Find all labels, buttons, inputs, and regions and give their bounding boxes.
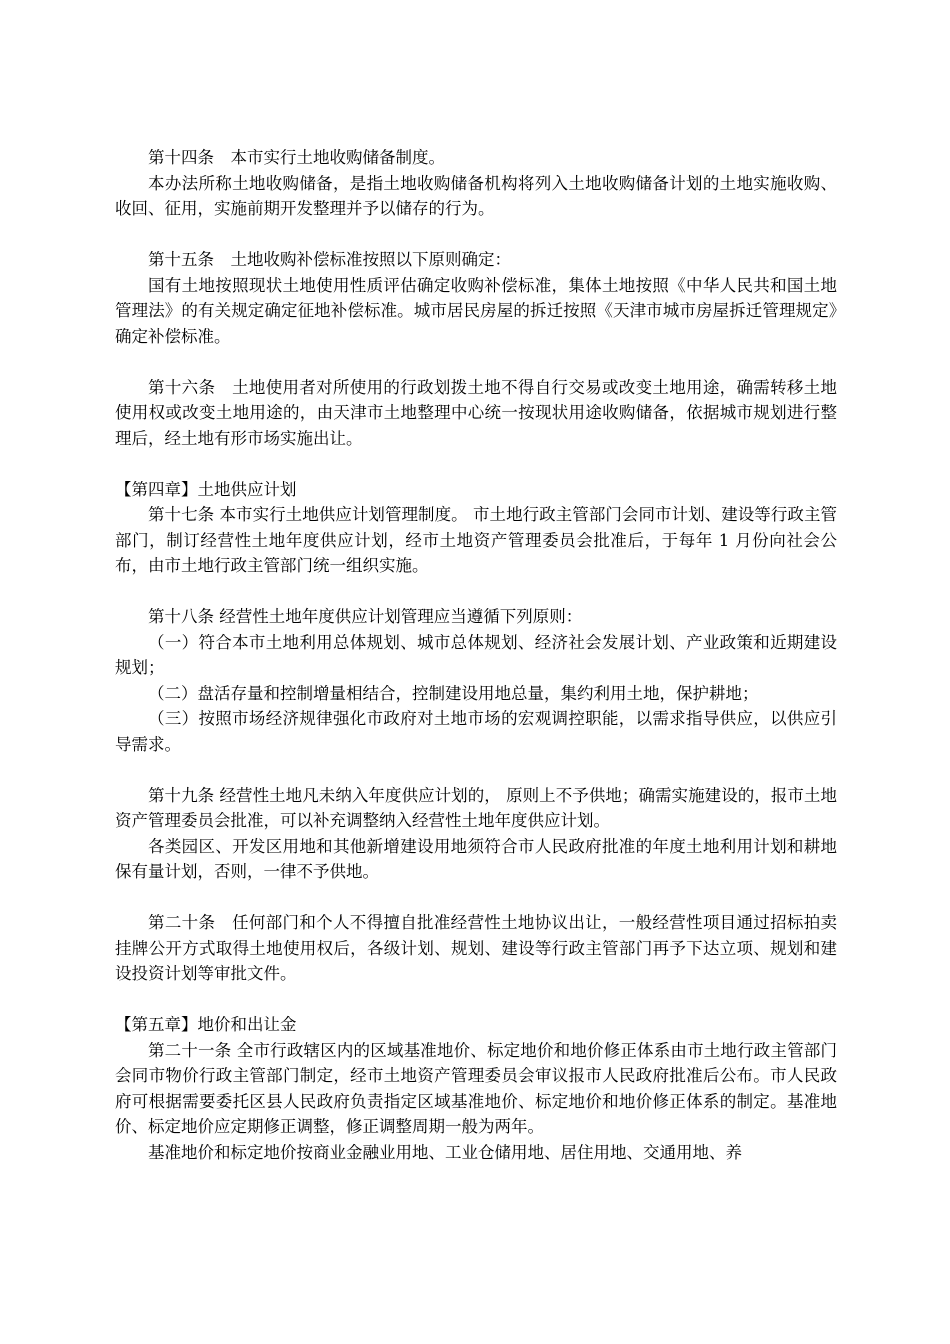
- article-18-item-2: （二）盘活存量和控制增量相结合，控制建设用地总量，集约利用土地，保护耕地；: [148, 683, 759, 703]
- spacer: [115, 579, 837, 605]
- article-15: 第十五条 土地收购补偿标准按照以下原则确定：: [148, 250, 511, 269]
- spacer: [115, 885, 837, 911]
- spacer: [115, 222, 837, 248]
- article-20: 第二十条 任何部门和个人不得擅自批准经营性土地协议出让，一般经营性项目通过招标拍卖挂牌公开方式取得土地使用权后，各级计划、规划、建设等行政主管部门再予下达立项、规划和建设投资计划等审批文件。: [115, 913, 837, 983]
- article-21-land-price-categories: 基准地价和标定地价按商业金融业用地、工业仓储用地、居住用地、交通用地、养: [148, 1142, 742, 1162]
- spacer: [115, 349, 837, 375]
- article-17: 第十七条 本市实行土地供应计划管理制度。 市土地行政主管部门会同市计划、建设等行政主管部门，制订经营性土地年度供应计划，经市土地资产管理委员会批准后，于每年 1 月份向社会公布，由市土地行政主管部门统一组织实施。: [115, 505, 837, 575]
- article-18: 第十八条 经营性土地年度供应计划管理应当遵循下列原则：: [148, 607, 583, 626]
- article-18-item-3: （三）按照市场经济规律强化市政府对土地市场的宏观调控职能，以需求指导供应，以供应引导需求。: [115, 709, 837, 754]
- document-page: [115, 145, 837, 1165]
- article-19: 第十九条 经营性土地凡未纳入年度供应计划的， 原则上不予供地；确需实施建设的，报市土地资产管理委员会批准，可以补充调整纳入经营性土地年度供应计划。: [115, 785, 837, 830]
- article-18-item-1: （一）符合本市土地利用总体规划、城市总体规划、经济社会发展计划、产业政策和近期建设规划；: [115, 632, 837, 677]
- spacer: [115, 987, 837, 1013]
- spacer: [115, 757, 837, 783]
- spacer: [115, 451, 837, 477]
- article-21: 第二十一条 全市行政辖区内的区域基准地价、标定地价和地价修正体系由市土地行政主管部门会同市物价行政主管部门制定，经市土地资产管理委员会审议报市人民政府批准后公布。市人民政府可根据需要委托区县人民政府负责指定区域基准地价、标定地价和地价修正体系的制定。基准地价、标定地价应定期修正调整，修正调整周期一般为两年。: [115, 1040, 837, 1136]
- article-19-parks: 各类园区、开发区用地和其他新增建设用地须符合市人民政府批准的年度土地利用计划和耕地保有量计划，否则，一律不予供地。: [115, 836, 837, 881]
- article-14: 第十四条 本市实行土地收购储备制度。: [148, 148, 445, 167]
- article-16: 第十六条 土地使用者对所使用的行政划拨土地不得自行交易或改变土地用途，确需转移土地使用权或改变土地用途的，由天津市土地整理中心统一按现状用途收购储备，依据城市规划进行整理后，经土地有形市场实施出让。: [115, 377, 837, 448]
- article-14-definition: 本办法所称土地收购储备，是指土地收购储备机构将列入土地收购储备计划的土地实施收购、收回、征用，实施前期开发整理并予以储存的行为。: [115, 173, 837, 218]
- article-15-standards: 国有土地按照现状土地使用性质评估确定收购补偿标准，集体土地按照《中华人民共和国土地管理法》的有关规定确定征地补偿标准。城市居民房屋的拆迁按照《天津市城市房屋拆迁管理规定》确定补偿标准。: [115, 275, 837, 346]
- chapter-4-heading: 【第四章】土地供应计划: [115, 479, 297, 499]
- chapter-5-heading: 【第五章】地价和出让金: [115, 1015, 297, 1034]
